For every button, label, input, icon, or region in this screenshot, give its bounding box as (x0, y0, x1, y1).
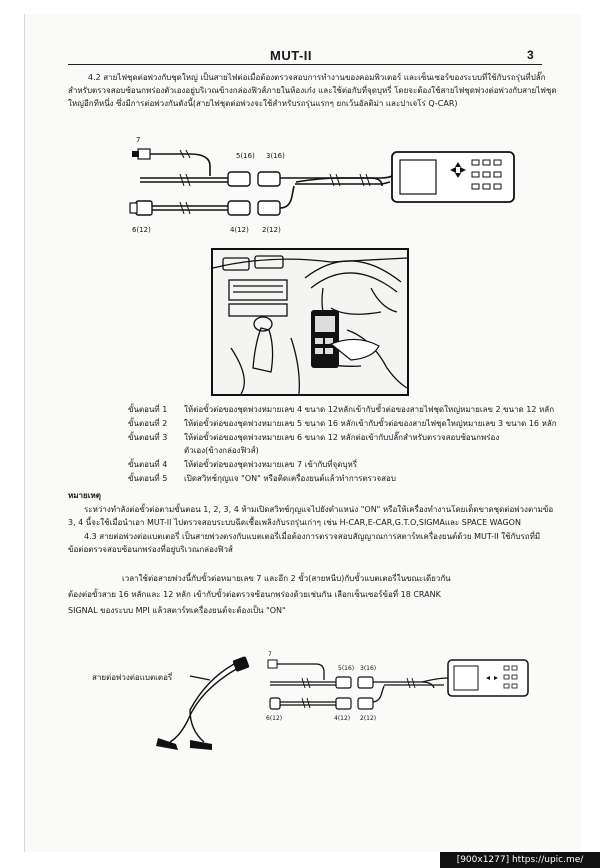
dashboard-illustration (211, 248, 409, 396)
page-title: MUT-II (270, 48, 312, 63)
label2-connector-4-12: 4(12) (334, 715, 351, 722)
battery-cable-illustration (150, 650, 260, 760)
mut-ii-tester-small-icon (448, 660, 528, 696)
mut-ii-tester-icon (392, 152, 514, 202)
step-3-label: ขั้นตอนที่ 3 (128, 433, 168, 442)
step-5-text: เปิดสวิทช์กุญแจ "ON" หรือติดเครื่องยนต์แล้วทำการตรวจสอบ (184, 474, 396, 483)
label2-connector-6-12: 6(12) (266, 715, 283, 722)
battery-cable-label: สายต่อพ่วงต่อแบตเตอรี่ (92, 673, 173, 682)
section-4-3-line-2: ข้อต่อตรวจสอบซ้อนกพร่องที่อยู่บริเวณกล่องฟิวส์ (68, 545, 233, 554)
section-4-2-line-1: 4.2 สายไฟชุดต่อพ่วงกับชุดใหญ่ เป็นสายไฟต่อเมื่อต้องตรวจสอบการทำงานของคอมพิวเตอร์ และเซ็นเซอร์ของระบบที่ใช้กับรถรุ่นที่ปลั๊ก (88, 73, 546, 82)
battery-para-line-1: เวลาใช้ต่อสายพ่วงนี้กับขั้วต่อหมายเลข 7 และอีก 2 ขั้ว(สายหนีบ)กับขั้วแบตเตอรี่ในขณะเดียวกัน (122, 574, 451, 583)
label2-connector-3-16: 3(16) (360, 665, 377, 672)
label2-connector-5-16: 5(16) (338, 665, 355, 672)
harness-diagram-2 (262, 648, 532, 724)
battery-para-line-3: SIGNAL ของระบบ MPI แล้วสตาร์ทเครื่องยนต์จะต้องเป็น "ON" (68, 606, 286, 615)
header-rule (68, 64, 542, 65)
note-heading: หมายเหตุ (68, 491, 101, 500)
section-4-2-line-3: ใหญ่อีกทีหนึ่ง ซึ่งมีการต่อพ่วงกันดังนี้(สายไฟชุดต่อพ่วงจะใช้สำหรับรถรุ่นแรกๆ ยกเว้นอัลติม่า และปาเจโร่ Q-CAR) (68, 99, 458, 108)
step-5-label: ขั้นตอนที่ 5 (128, 474, 168, 483)
step-1-label: ขั้นตอนที่ 1 (128, 405, 168, 414)
label-connector-4-12: 4(12) (230, 226, 249, 234)
image-host-footer: [900x1277] https://upic.me/ (440, 852, 600, 868)
harness-diagram-1 (120, 130, 520, 240)
step-1-text: ให้ต่อขั้วต่อของชุดพ่วงหมายเลข 4 ขนาด 12หลักเข้ากับขั้วต่อของสายไฟชุดใหญ่หมายเลข 2 ขนาด 12 หลัก (184, 405, 555, 414)
section-4-3-line-1: 4.3 สายต่อพ่วงต่อแบตเตอรี่ เป็นสายพ่วงตรงกับแบตเตอรี่เมื่อต้องการตรวจสอบสัญญาณการสตาร์ทเครื่องยนต์ด้วย MUT-II ใช้กับรถที่มี (84, 532, 541, 541)
page-number: 3 (527, 48, 534, 62)
note-line-1: ระหว่างทำลังต่อขั้วต่อตามขั้นตอน 1, 2, 3, 4 ห้ามเปิดสวิทช์กุญแจไปยังตำแหน่ง "ON" หรือให้เครื่องทำงานโดยเด็ดขาดชุดต่อพ่วงตามข้อ (84, 505, 554, 514)
step-2-label: ขั้นตอนที่ 2 (128, 419, 168, 428)
label-connector-5-16: 5(16) (236, 152, 255, 160)
label-connector-3-16: 3(16) (266, 152, 285, 160)
note-line-2: 3, 4 นี้จะใช้เมื่อนำเอา MUT-II ไปตรวจสอบระบบฉีดเชื้อเพลิงกับรถรุ่นเก่าๆ เช่น H-CAR,E-CAR,G.T.O,SIGMAและ SPACE WAGON (68, 518, 521, 527)
label-connector-6-12: 6(12) (132, 226, 151, 234)
step-3-text: ให้ต่อขั้วต่อของชุดพ่วงหมายเลข 6 ขนาด 12 หลักต่อเข้ากับปลั๊กสำหรับตรวจสอบซ้อนกพร่อง (184, 433, 500, 442)
section-4-2-line-2: สำหรับตรวจสอบซ้อนกพร่องตัวเองอยู่บริเวณข้างกล่องฟิวส์ภายในห้องเก๋ง และใช้ต่อกับที่จุดบุหรี่ โดยจะต้องใช้สายไฟชุดพ่วงต่อพ่วงกับสายไฟชุด (68, 86, 557, 95)
label-connector-2-12: 2(12) (262, 226, 281, 234)
step-3-text-cont: ตัวเอง(ข้างกล่องฟิวส์) (184, 446, 259, 455)
step-4-text: ให้ต่อขั้วต่อของชุดพ่วงหมายเลข 7 เข้ากับที่จุดบุหรี่ (184, 460, 358, 469)
label2-connector-7: 7 (268, 651, 272, 658)
step-2-text: ให้ต่อขั้วต่อของชุดพ่วงหมายเลข 5 ขนาด 16 หลักเข้ากับขั้วต่อของสายไฟชุดใหญ่หมายเลข 3 ขนาด 16 หลัก (184, 419, 557, 428)
label2-connector-2-12: 2(12) (360, 715, 377, 722)
battery-para-line-2: ต้องต่อขั้วสาย 16 หลักและ 12 หลัก เข้ากับขั้วต่อตรวจซ้อนกพร่องด้วยเช่นกัน เลือกเซ็นเซอร์ข้อที่ 18 CRANK (68, 590, 441, 599)
label-connector-7: 7 (136, 136, 141, 144)
step-4-label: ขั้นตอนที่ 4 (128, 460, 168, 469)
